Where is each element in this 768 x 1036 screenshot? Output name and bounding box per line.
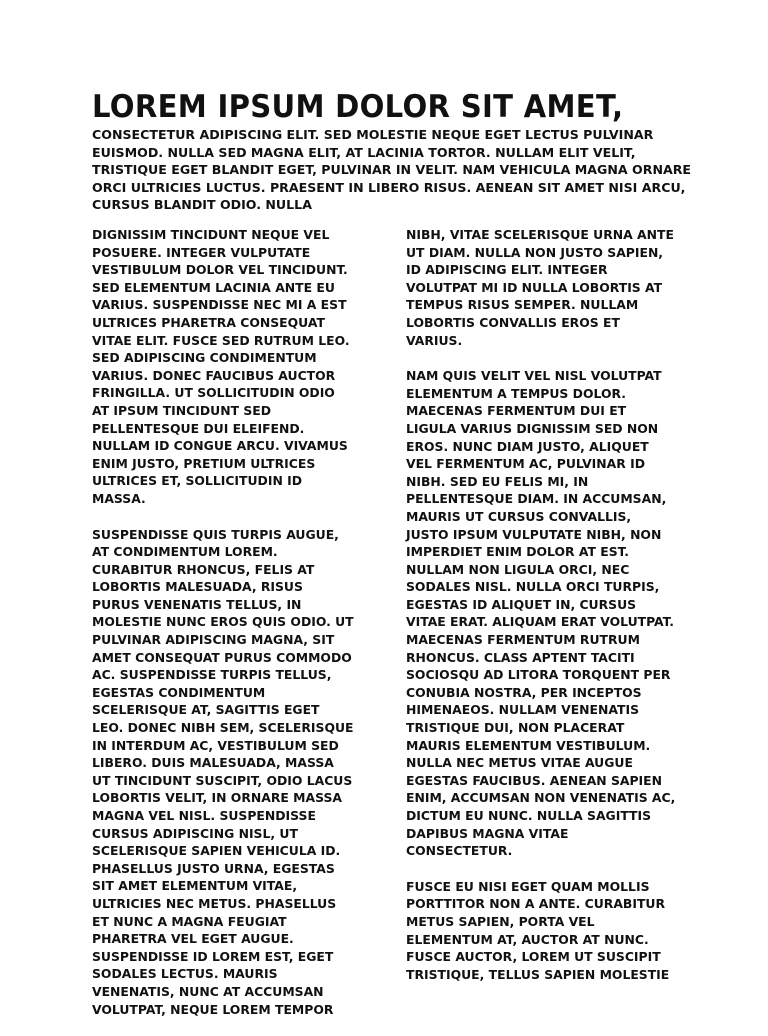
right-column — [406, 226, 676, 1001]
right-paragraph-2: NAM QUIS VELIT VEL NISL VOLUTPAT ELEMENTUM A TEMPUS DOLOR. MAECENAS FERMENTUM DUI ET LIGULA VARIUS DIGNISSIM SED NON EROS. NUNC DIAM JUSTO, ALIQUET VEL FERMENTUM AC, PULVINAR ID NIBH. SED EU FELIS MI, IN PELLENTESQUE DIAM. IN ACCUMSAN, MAURIS UT CURSUS CONVALLIS, JUSTO IPSUM VULPUTATE NIBH, NON IMPERDIET ENIM DOLOR AT EST. NULLAM NON LIGULA ORCI, NEC SODALES NISL. NULLA ORCI TURPIS, EGESTAS ID ALIQUET IN, CURSUS VITAE ERAT. ALIQUAM ERAT VOLUTPAT. MAECENAS FERMENTUM RUTRUM RHONCUS. CLASS APTENT TACITI SOCIOSQU AD LITORA TORQUENT PER CONUBIA NOSTRA, PER INCEPTOS HIMENAEOS. NULLAM VENENATIS TRISTIQUE DUI, NON PLACERAT MAURIS ELEMENTUM VESTIBULUM. NULLA NEC METUS VITAE AUGUE EGESTAS FAUCIBUS. AENEAN SAPIEN ENIM, ACCUMSAN NON VENENATIS AC, DICTUM EU NUNC. NULLA SAGITTIS DAPIBUS MAGNA VITAE CONSECTETUR. — [406, 368, 676, 859]
document-title: LOREM IPSUM DOLOR SIT AMET, — [92, 89, 624, 125]
right-paragraph-3: FUSCE EU NISI EGET QUAM MOLLIS PORTTITOR NON A ANTE. CURABITUR METUS SAPIEN, PORTA VEL ELEMENTUM AT, AUCTOR AT NUNC. FUSCE AUCTOR, LOREM UT SUSCIPIT TRISTIQUE, TELLUS SAPIEN MOLESTIE — [406, 878, 670, 982]
left-paragraph-2: SUSPENDISSE QUIS TURPIS AUGUE, AT CONDIMENTUM LOREM. CURABITUR RHONCUS, FELIS AT LOBORTIS MALESUADA, RISUS PURUS VENENATIS TELLUS, IN MOLESTIE NUNC EROS QUIS ODIO. UT PULVINAR ADIPISCING MAGNA, SIT AMET CONSEQUAT PURUS COMMODO AC. SUSPENDISSE TURPIS TELLUS, EGESTAS CONDIMENTUM SCELERISQUE AT, SAGITTIS EGET LEO. DONEC NIBH SEM, SCELERISQUE IN INTERDUM AC, VESTIBULUM SED LIBERO. DUIS MALESUADA, MASSA UT TINCIDUNT SUSCIPIT, ODIO LACUS LOBORTIS VELIT, IN ORNARE MASSA MAGNA VEL NISL. SUSPENDISSE CURSUS ADIPISCING NISL, UT SCELERISQUE SAPIEN VEHICULA ID. PHASELLUS JUSTO URNA, EGESTAS SIT AMET ELEMENTUM VITAE, ULTRICIES NEC METUS. PHASELLUS ET NUNC A MAGNA FEUGIAT PHARETRA VEL EGET AUGUE. SUSPENDISSE ID LOREM EST, EGET SODALES LECTUS. MAURIS VENENATIS, NUNC AT ACCUMSAN VOLUTPAT, NEQUE LOREM TEMPOR — [92, 526, 354, 1017]
left-column — [92, 226, 354, 1036]
right-paragraph-1: NIBH, VITAE SCELERISQUE URNA ANTE UT DIAM. NULLA NON JUSTO SAPIEN, ID ADIPISCING ELIT. INTEGER VOLUTPAT MI ID NULLA LOBORTIS AT TEMPUS RISUS SEMPER. NULLAM LOBORTIS CONVALLIS EROS ET VARIUS. — [406, 227, 674, 348]
left-paragraph-1: DIGNISSIM TINCIDUNT NEQUE VEL POSUERE. INTEGER VULPUTATE VESTIBULUM DOLOR VEL TINCIDUNT. SED ELEMENTUM LACINIA ANTE EU VARIUS. SUSPENDISSE NEC MI A EST ULTRICES PHARETRA CONSEQUAT VITAE ELIT. FUSCE SED RUTRUM LEO. SED ADIPISCING CONDIMENTUM VARIUS. DONEC FAUCIBUS AUCTOR FRINGILLA. UT SOLLICITUDIN ODIO AT IPSUM TINCIDUNT SED PELLENTESQUE DUI ELEIFEND. NULLAM ID CONGUE ARCU. VIVAMUS ENIM JUSTO, PRETIUM ULTRICES ULTRICES ET, SOLLICITUDIN ID MASSA. — [92, 227, 350, 506]
document-subtitle: CONSECTETUR ADIPISCING ELIT. SED MOLESTIE NEQUE EGET LECTUS PULVINAR EUISMOD. NULLA SED MAGNA ELIT, AT LACINIA TORTOR. NULLAM ELIT VELIT, TRISTIQUE EGET BLANDIT EGET, PULVINAR IN VELIT. NAM VEHICULA MAGNA ORNARE ORCI ULTRICIES LUCTUS. PRAESENT IN LIBERO RISUS. AENEAN SIT AMET NISI ARCU, CURSUS BLANDIT ODIO. NULLA — [92, 127, 692, 213]
